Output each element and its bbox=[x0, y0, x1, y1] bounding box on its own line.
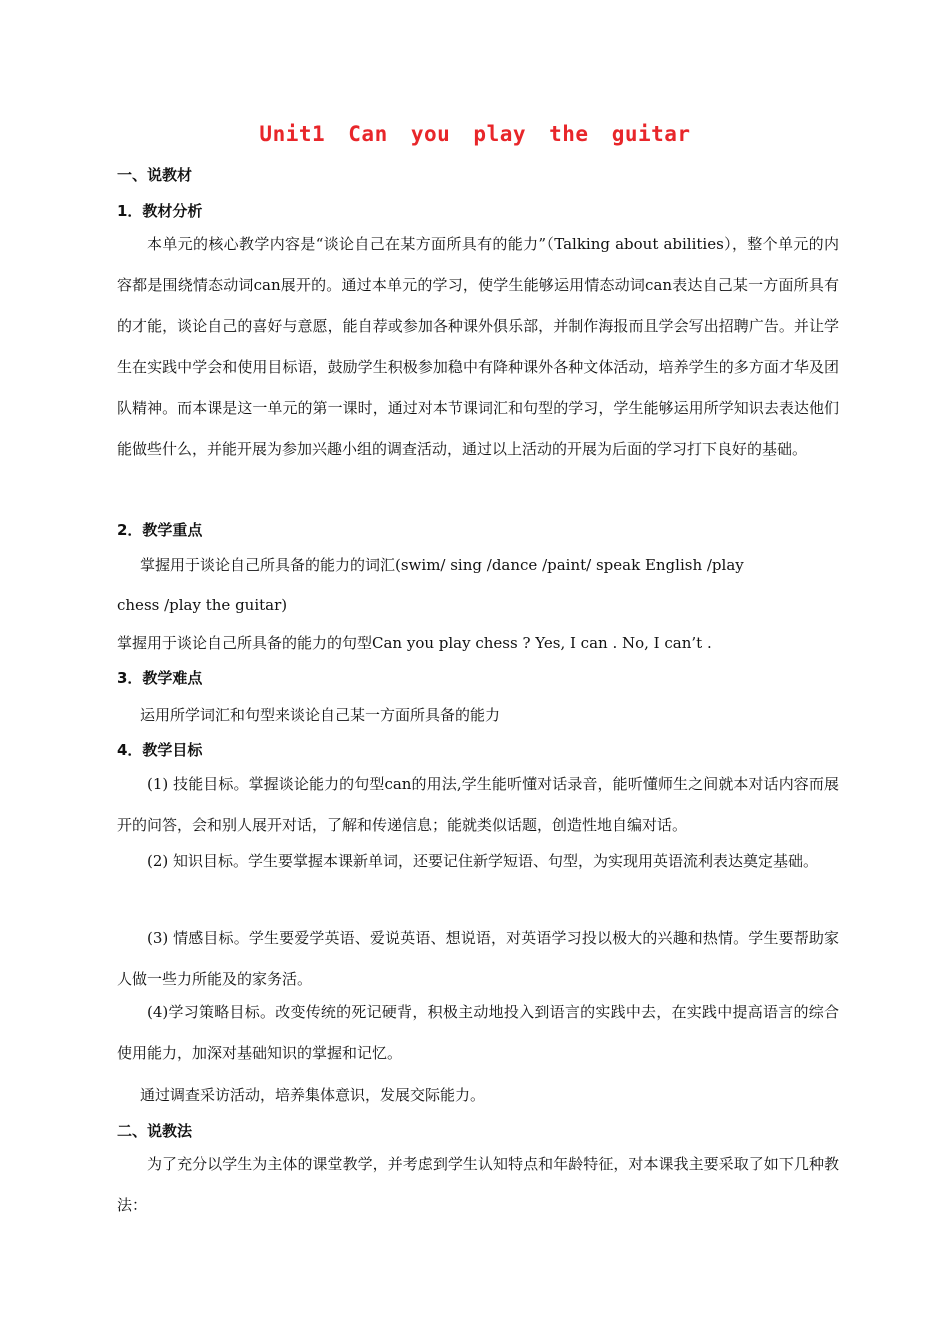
section-heading-2: 二、说教法 bbox=[117, 1122, 193, 1140]
difficulty-text: 运用所学词汇和句型来谈论自己某一方面所具备的能力 bbox=[140, 706, 501, 724]
key-vocab-line: 掌握用于谈论自己所具备的能力的词汇(swim/ sing /dance /paint/ speak English /play bbox=[140, 556, 744, 574]
paragraph-methods: 为了充分以学生为主体的课堂教学，并考虑到学生认知特点和年龄特征，对本课我主要采取了如下几种教法： bbox=[117, 1155, 839, 1214]
subsection-heading-2: 2．教学重点 bbox=[117, 521, 203, 539]
section-heading-1: 一、说教材 bbox=[117, 166, 193, 184]
subsection-heading-3: 3．教学难点 bbox=[117, 669, 203, 687]
goal-strategy: (4)学习策略目标。改变传统的死记硬背，积极主动地投入到语言的实践中去，在实践中提高语言的综合使用能力，加深对基础知识的掌握和记忆。 bbox=[117, 1003, 839, 1062]
key-vocab-line-cont: chess /play the guitar) bbox=[117, 596, 288, 614]
goal-extra: 通过调查采访活动，培养集体意识，发展交际能力。 bbox=[140, 1086, 486, 1104]
goal-skill: (1) 技能目标。掌握谈论能力的句型can的用法,学生能听懂对话录音，能听懂师生之间就本对话内容而展开的问答，会和别人展开对话，了解和传递信息；能就类似话题，创造性地自编对话。 bbox=[117, 775, 839, 834]
goal-knowledge: (2) 知识目标。学生要掌握本课新单词，还要记住新学短语、句型，为实现用英语流利表达奠定基础。 bbox=[147, 852, 819, 870]
subsection-heading-1: 1．教材分析 bbox=[117, 202, 203, 220]
subsection-heading-4: 4．教学目标 bbox=[117, 741, 203, 759]
paragraph-analysis: 本单元的核心教学内容是“谈论自己在某方面所具有的能力”（Talking about abilities），整个单元的内容都是围绕情态动词can展开的。通过本单元的学习，使学生能够运用情态动词can表达自己某一方面所具有的才能，谈论自己的喜好与意愿，能自荐或参加各种课外俱乐部，并制作海报而且学会写出招聘广告。并让学生在实践中学会和使用目标语，鼓励学生积极参加稳中有降种课外各种文体活动，培养学生的多方面才华及团队精神。而本课是这一单元的第一课时，通过对本节课词汇和句型的学习，学生能够运用所学知识去表达他们能做些什么，并能开展为参加兴趣小组的调查活动，通过以上活动的开展为后面的学习打下良好的基础。 bbox=[117, 235, 839, 458]
key-sentence-line: 掌握用于谈论自己所具备的能力的句型Can you play chess ? Yes, I can . No, I can’t . bbox=[117, 634, 712, 652]
document-title: Unit1 Can you play the guitar bbox=[259, 122, 691, 146]
goal-emotion: (3) 情感目标。学生要爱学英语、爱说英语、想说语，对英语学习投以极大的兴趣和热情。学生要帮助家人做一些力所能及的家务活。 bbox=[117, 929, 839, 988]
